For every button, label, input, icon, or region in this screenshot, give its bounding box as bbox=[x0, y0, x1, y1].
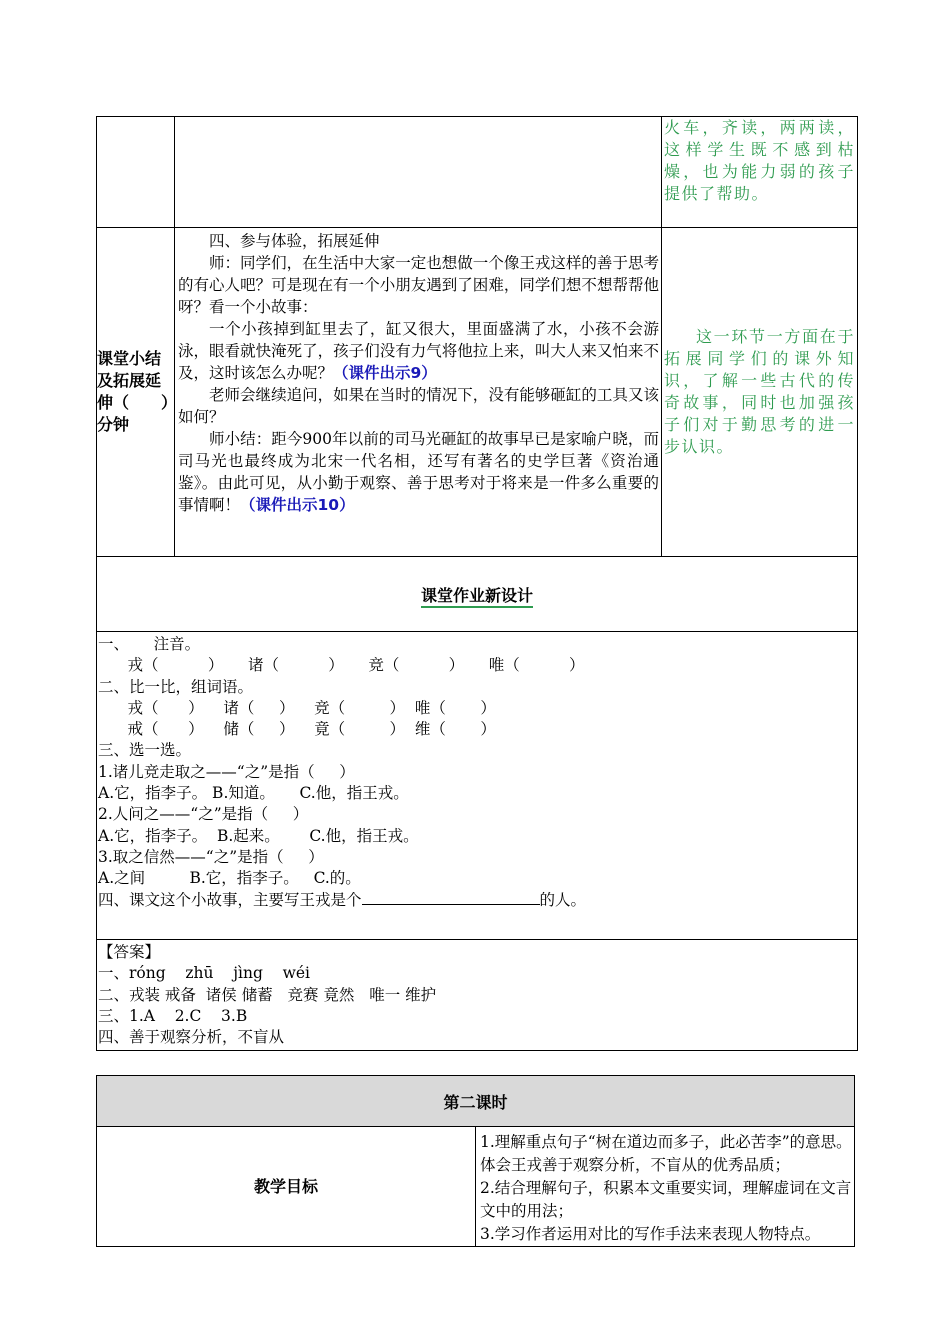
homework-content bbox=[97, 632, 858, 940]
goal-item: 3.学习作者运用对比的写作手法来表现人物特点。 bbox=[480, 1225, 821, 1243]
hw-line: 2.人问之——“之”是指（ ） bbox=[98, 805, 309, 824]
row1-label bbox=[97, 117, 175, 228]
answer-line: 二、戎装 戒备 诸侯 储蓄 竞赛 竟然 唯一 维护 bbox=[98, 985, 437, 1004]
answers-row bbox=[97, 940, 858, 1051]
hw-line: A.之间 B.它，指李子。 C.的。 bbox=[98, 869, 361, 888]
lesson-row-1 bbox=[97, 117, 858, 228]
para-3: 一个小孩掉到缸里去了，缸又很大，里面盛满了水，小孩不会游泳，眼看就快淹死了，孩子们没有力气将他拉上来，叫大人来又怕来不及，这时该怎么办呢？（课件出示9） bbox=[178, 320, 659, 382]
para-1: 四、参与体验，拓展延伸 bbox=[209, 232, 380, 250]
para-2: 师：同学们，在生活中大家一定也想做一个像王戎这样的善于思考的有心人吧？可是现在有一个小朋友遇到了困难，同学们想不想帮帮他呀？看一个小故事： bbox=[178, 254, 659, 316]
teaching-goals-label: 教学目标 bbox=[97, 1127, 476, 1247]
hw-line: 一、 注音。 bbox=[98, 635, 201, 653]
hw-line: 戒（ ） 储（ ） 竟（ ） 维（ ） bbox=[98, 720, 496, 739]
hw-line: 1.诸儿竞走取之——“之”是指（ ） bbox=[98, 762, 355, 781]
homework-row bbox=[97, 632, 858, 940]
second-lesson-table bbox=[96, 1075, 855, 1247]
hw-line: 3.取之信然——“之”是指（ ） bbox=[98, 847, 324, 866]
hw-line: 戎（ ） 诸（ ） 竞（ ） 唯（ ） bbox=[98, 656, 585, 675]
answer-line: 一、róng zhū jìng wéi bbox=[98, 964, 310, 983]
lesson-plan-table bbox=[96, 116, 858, 1051]
goal-item: 2.结合理解句子，积累本文重要实词，理解虚词在文言文中的用法； bbox=[480, 1179, 852, 1220]
hw-line: A.它，指李子。 B.知道。 C.他，指王戎。 bbox=[98, 784, 409, 803]
para-4: 老师会继续追问，如果在当时的情况下，没有能够砸缸的工具又该如何？ bbox=[178, 386, 659, 426]
courseware-tag-9: （课件出示9） bbox=[333, 364, 437, 382]
answer-blank[interactable] bbox=[362, 890, 540, 905]
teaching-goals-content bbox=[476, 1127, 855, 1247]
hw-line: 戎（ ） 诸（ ） 竞（ ） 唯（ ） bbox=[98, 698, 496, 717]
row2-note: 这一环节一方面在于拓展同学们的课外知识，了解一些古代的传奇故事，同时也加强孩子们对于勤思考的进一步认识。 bbox=[662, 228, 858, 557]
answers-content bbox=[97, 940, 858, 1051]
row2-label: 课堂小结及拓展延伸（ ）分钟 bbox=[97, 228, 175, 557]
hw-line: A.它，指李子。 B.起来。 C.他，指王戎。 bbox=[98, 826, 419, 845]
row2-content bbox=[175, 228, 662, 557]
row1-note: 火车，齐读，两两读，这样学生既不感到枯燥，也为能力弱的孩子提供了帮助。 bbox=[662, 117, 858, 228]
courseware-tag-10: （课件出示10） bbox=[240, 496, 355, 514]
answer-line: 【答案】 bbox=[98, 943, 161, 961]
hw-line: 二、比一比，组词语。 bbox=[98, 677, 254, 696]
hw-line: 三、选一选。 bbox=[98, 741, 192, 760]
second-lesson-title: 第二课时 bbox=[97, 1076, 855, 1127]
para-5: 师小结：距今900年以前的司马光砸缸的故事早已是家喻户晓，而司马光也最终成为北宋一代名相，还写有著名的史学巨著《资治通鉴》。由此可见，从小勤于观察、善于思考对于将来是一件多么重要的事情啊！（课件出示10） bbox=[178, 430, 659, 514]
homework-title-cell bbox=[97, 557, 858, 632]
second-lesson-header bbox=[97, 1076, 855, 1127]
lesson-row-2 bbox=[97, 228, 858, 557]
homework-header-row bbox=[97, 557, 858, 632]
answer-line: 三、1.A 2.C 3.B bbox=[98, 1006, 248, 1025]
goal-item: 1.理解重点句子“树在道边而多子，此必苦李”的意思。体会王戎善于观察分析，不盲从的优秀品质； bbox=[480, 1133, 852, 1174]
answer-line: 四、善于观察分析，不盲从 bbox=[98, 1028, 285, 1047]
hw-line-fill-blank: 四、课文这个小故事，主要写王戎是个 的人。 bbox=[98, 890, 587, 909]
homework-title: 课堂作业新设计 bbox=[421, 586, 533, 608]
teaching-goals-row bbox=[97, 1127, 855, 1247]
row1-content bbox=[175, 117, 662, 228]
